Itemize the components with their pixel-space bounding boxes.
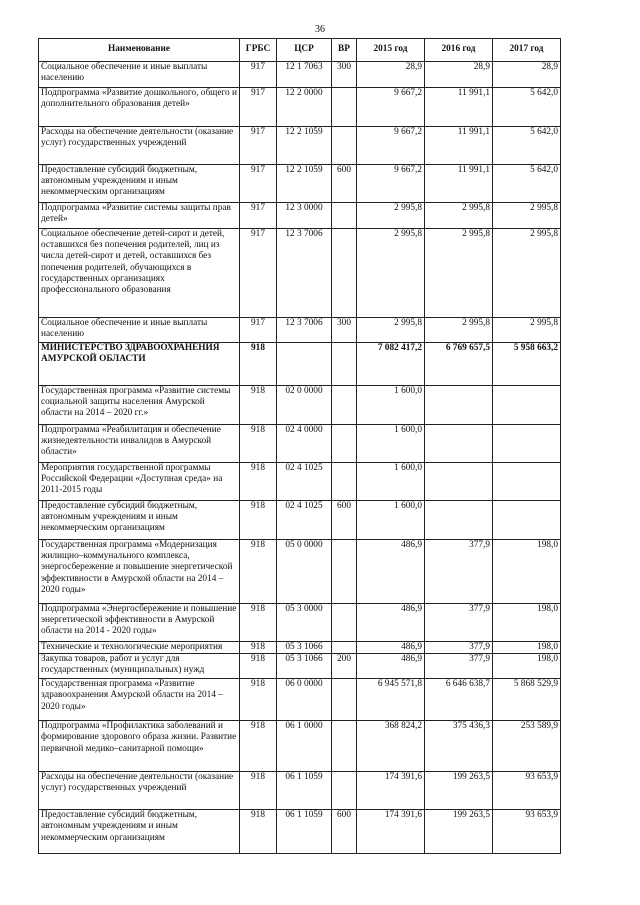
row-value-2015: 1 600,0: [357, 425, 425, 463]
row-name: Технические и технологические мероприятия: [39, 642, 240, 654]
row-csr: 06 0 0000: [277, 679, 332, 721]
row-value-2015: 174 391,6: [357, 810, 425, 854]
row-value-2016: [425, 386, 493, 425]
row-grbs: 917: [240, 229, 277, 318]
row-grbs: 918: [240, 721, 277, 772]
table-row: [39, 721, 561, 772]
row-grbs: 918: [240, 540, 277, 604]
row-name: Предоставление субсидий бюджетным, автономным учреждениям и иным некоммерческим организациям: [39, 165, 240, 203]
row-vr: 600: [332, 501, 357, 540]
table-header-row: [39, 39, 561, 62]
row-name: Социальное обеспечение и иные выплаты населению: [39, 62, 240, 88]
row-value-2017: [493, 501, 561, 540]
row-value-2016: 11 991,1: [425, 127, 493, 165]
table-row: [39, 62, 561, 88]
row-value-2016: 6 646 638,7: [425, 679, 493, 721]
row-csr: 12 2 1059: [277, 165, 332, 203]
row-csr: 12 1 7063: [277, 62, 332, 88]
row-grbs: 918: [240, 810, 277, 854]
row-value-2015: 2 995,8: [357, 229, 425, 318]
row-vr: [332, 88, 357, 127]
row-vr: [332, 386, 357, 425]
row-value-2017: 198,0: [493, 540, 561, 604]
table-row: [39, 88, 561, 127]
row-value-2017: 5 642,0: [493, 88, 561, 127]
header-csr: ЦСР: [277, 39, 332, 62]
header-2017: 2017 год: [493, 39, 561, 62]
row-grbs: 918: [240, 642, 277, 654]
row-name: Расходы на обеспечение деятельности (оказание услуг) государственных учреждений: [39, 127, 240, 165]
row-value-2016: 199 263,5: [425, 772, 493, 810]
row-value-2016: 377,9: [425, 642, 493, 654]
row-value-2017: 93 653,9: [493, 772, 561, 810]
row-name: Расходы на обеспечение деятельности (оказание услуг) государственных учреждений: [39, 772, 240, 810]
row-value-2015: 6 945 571,8: [357, 679, 425, 721]
row-value-2015: 1 600,0: [357, 463, 425, 501]
table-row: [39, 654, 561, 679]
row-grbs: 918: [240, 386, 277, 425]
row-grbs: 917: [240, 88, 277, 127]
row-csr: 02 4 1025: [277, 463, 332, 501]
row-value-2015: 486,9: [357, 642, 425, 654]
table-row: [39, 203, 561, 229]
row-name: Подпрограмма «Реабилитация и обеспечение жизнедеятельности инвалидов в Амурской области»: [39, 425, 240, 463]
row-name: Государственная программа «Развитие здравоохранения Амурской области на 2014 – 2020 годы»: [39, 679, 240, 721]
table-row: [39, 540, 561, 604]
row-value-2016: 2 995,8: [425, 203, 493, 229]
row-value-2017: 198,0: [493, 654, 561, 679]
row-vr: 300: [332, 318, 357, 343]
row-csr: 02 4 1025: [277, 501, 332, 540]
row-vr: 600: [332, 810, 357, 854]
row-name: Подпрограмма «Профилактика заболеваний и формирование здорового образа жизни. Развитие первичной медико–санитарной помощи»: [39, 721, 240, 772]
table-row: [39, 501, 561, 540]
header-2016: 2016 год: [425, 39, 493, 62]
row-csr: 02 4 0000: [277, 425, 332, 463]
row-value-2016: 375 436,3: [425, 721, 493, 772]
row-grbs: 918: [240, 679, 277, 721]
row-value-2016: [425, 501, 493, 540]
row-name: Мероприятия государственной программы Российской Федерации «Доступная среда» на 2011-2015 годы: [39, 463, 240, 501]
row-grbs: 917: [240, 318, 277, 343]
row-grbs: 917: [240, 165, 277, 203]
row-vr: [332, 772, 357, 810]
row-value-2017: 5 958 663,2: [493, 343, 561, 386]
row-name: Государственная программа «Модернизация жилищно–коммунального комплекса, энергосбережение и повышение энергетической эффективности в Амурской области на 2014 – 2020 годы»: [39, 540, 240, 604]
row-value-2015: 1 600,0: [357, 386, 425, 425]
row-value-2016: 199 263,5: [425, 810, 493, 854]
row-vr: [332, 203, 357, 229]
row-name: Предоставление субсидий бюджетным, автономным учреждениям и иным некоммерческим организациям: [39, 501, 240, 540]
header-2015: 2015 год: [357, 39, 425, 62]
table-row: [39, 318, 561, 343]
row-vr: [332, 540, 357, 604]
row-grbs: 918: [240, 772, 277, 810]
row-value-2015: 486,9: [357, 540, 425, 604]
row-csr: 06 1 1059: [277, 772, 332, 810]
table-row: [39, 425, 561, 463]
header-vr: ВР: [332, 39, 357, 62]
row-vr: 600: [332, 165, 357, 203]
row-csr: 05 0 0000: [277, 540, 332, 604]
row-value-2016: 11 991,1: [425, 88, 493, 127]
row-value-2016: 377,9: [425, 604, 493, 642]
row-grbs: 917: [240, 62, 277, 88]
row-value-2016: 2 995,8: [425, 318, 493, 343]
row-value-2015: 9 667,2: [357, 127, 425, 165]
table-row: [39, 127, 561, 165]
row-value-2015: 7 082 417,2: [357, 343, 425, 386]
row-value-2015: 1 600,0: [357, 501, 425, 540]
row-value-2016: 377,9: [425, 654, 493, 679]
row-value-2017: 2 995,8: [493, 229, 561, 318]
row-value-2017: 198,0: [493, 642, 561, 654]
row-value-2017: 5 868 529,9: [493, 679, 561, 721]
row-value-2017: 2 995,8: [493, 318, 561, 343]
row-vr: [332, 229, 357, 318]
row-value-2017: 2 995,8: [493, 203, 561, 229]
row-name: Подпрограмма «Развитие дошкольного, общего и дополнительного образования детей»: [39, 88, 240, 127]
row-name: Подпрограмма «Энергосбережение и повышение энергетической эффективности в Амурской области на 2014 - 2020 годы»: [39, 604, 240, 642]
row-csr: [277, 343, 332, 386]
table-row: [39, 642, 561, 654]
row-csr: 12 3 0000: [277, 203, 332, 229]
row-value-2017: 28,9: [493, 62, 561, 88]
row-csr: 12 3 7006: [277, 318, 332, 343]
row-value-2015: 486,9: [357, 654, 425, 679]
table-row: [39, 343, 561, 386]
row-value-2016: 28,9: [425, 62, 493, 88]
row-value-2017: 93 653,9: [493, 810, 561, 854]
row-value-2015: 486,9: [357, 604, 425, 642]
row-csr: 06 1 1059: [277, 810, 332, 854]
row-value-2015: 9 667,2: [357, 165, 425, 203]
row-value-2017: [493, 386, 561, 425]
table-row: [39, 386, 561, 425]
row-grbs: 917: [240, 127, 277, 165]
row-vr: [332, 721, 357, 772]
row-grbs: 918: [240, 425, 277, 463]
row-value-2016: [425, 463, 493, 501]
row-name: Предоставление субсидий бюджетным, автономным учреждениям и иным некоммерческим организациям: [39, 810, 240, 854]
row-value-2015: 2 995,8: [357, 318, 425, 343]
row-value-2017: 5 642,0: [493, 165, 561, 203]
row-name: Государственная программа «Развитие системы социальной защиты населения Амурской области на 2014 – 2020 гг.»: [39, 386, 240, 425]
row-value-2017: [493, 463, 561, 501]
row-value-2016: 2 995,8: [425, 229, 493, 318]
row-vr: 300: [332, 62, 357, 88]
row-csr: 02 0 0000: [277, 386, 332, 425]
row-vr: [332, 425, 357, 463]
row-grbs: 917: [240, 203, 277, 229]
budget-table: [38, 38, 561, 854]
row-value-2015: 174 391,6: [357, 772, 425, 810]
table-row: [39, 604, 561, 642]
row-grbs: 918: [240, 654, 277, 679]
row-value-2015: 2 995,8: [357, 203, 425, 229]
row-grbs: 918: [240, 463, 277, 501]
row-name: МИНИСТЕРСТВО ЗДРАВООХРАНЕНИЯ АМУРСКОЙ ОБЛАСТИ: [39, 343, 240, 386]
row-value-2016: 11 991,1: [425, 165, 493, 203]
row-name: Подпрограмма «Развитие системы защиты прав детей»: [39, 203, 240, 229]
row-csr: 12 2 0000: [277, 88, 332, 127]
header-grbs: ГРБС: [240, 39, 277, 62]
row-csr: 05 3 0000: [277, 604, 332, 642]
row-vr: [332, 127, 357, 165]
row-vr: [332, 343, 357, 386]
row-value-2015: 368 824,2: [357, 721, 425, 772]
header-name: Наименование: [39, 39, 240, 62]
row-value-2015: 28,9: [357, 62, 425, 88]
row-vr: [332, 679, 357, 721]
table-row: [39, 463, 561, 501]
page-number: 36: [315, 24, 325, 35]
row-grbs: 918: [240, 343, 277, 386]
table-row: [39, 679, 561, 721]
row-value-2016: [425, 425, 493, 463]
table-row: [39, 165, 561, 203]
table-row: [39, 772, 561, 810]
row-csr: 12 3 7006: [277, 229, 332, 318]
row-value-2016: 377,9: [425, 540, 493, 604]
row-grbs: 918: [240, 501, 277, 540]
row-vr: 200: [332, 654, 357, 679]
row-name: Социальное обеспечение и иные выплаты населению: [39, 318, 240, 343]
row-value-2017: 253 589,9: [493, 721, 561, 772]
row-name: Закупка товаров, работ и услуг для государственных (муниципальных) нужд: [39, 654, 240, 679]
row-csr: 05 3 1066: [277, 654, 332, 679]
row-vr: [332, 642, 357, 654]
row-value-2016: 6 769 657,5: [425, 343, 493, 386]
table-row: [39, 229, 561, 318]
row-value-2017: 5 642,0: [493, 127, 561, 165]
table-row: [39, 810, 561, 854]
row-value-2017: [493, 425, 561, 463]
row-name: Социальное обеспечение детей-сирот и детей, оставшихся без попечения родителей, лиц из числа детей-сирот и детей, оставшихся без попечения родителей, обучающихся в государственных организациях профессионального образования: [39, 229, 240, 318]
row-grbs: 918: [240, 604, 277, 642]
row-value-2017: 198,0: [493, 604, 561, 642]
row-vr: [332, 604, 357, 642]
row-vr: [332, 463, 357, 501]
row-csr: 12 2 1059: [277, 127, 332, 165]
row-csr: 06 1 0000: [277, 721, 332, 772]
row-value-2015: 9 667,2: [357, 88, 425, 127]
row-csr: 05 3 1066: [277, 642, 332, 654]
